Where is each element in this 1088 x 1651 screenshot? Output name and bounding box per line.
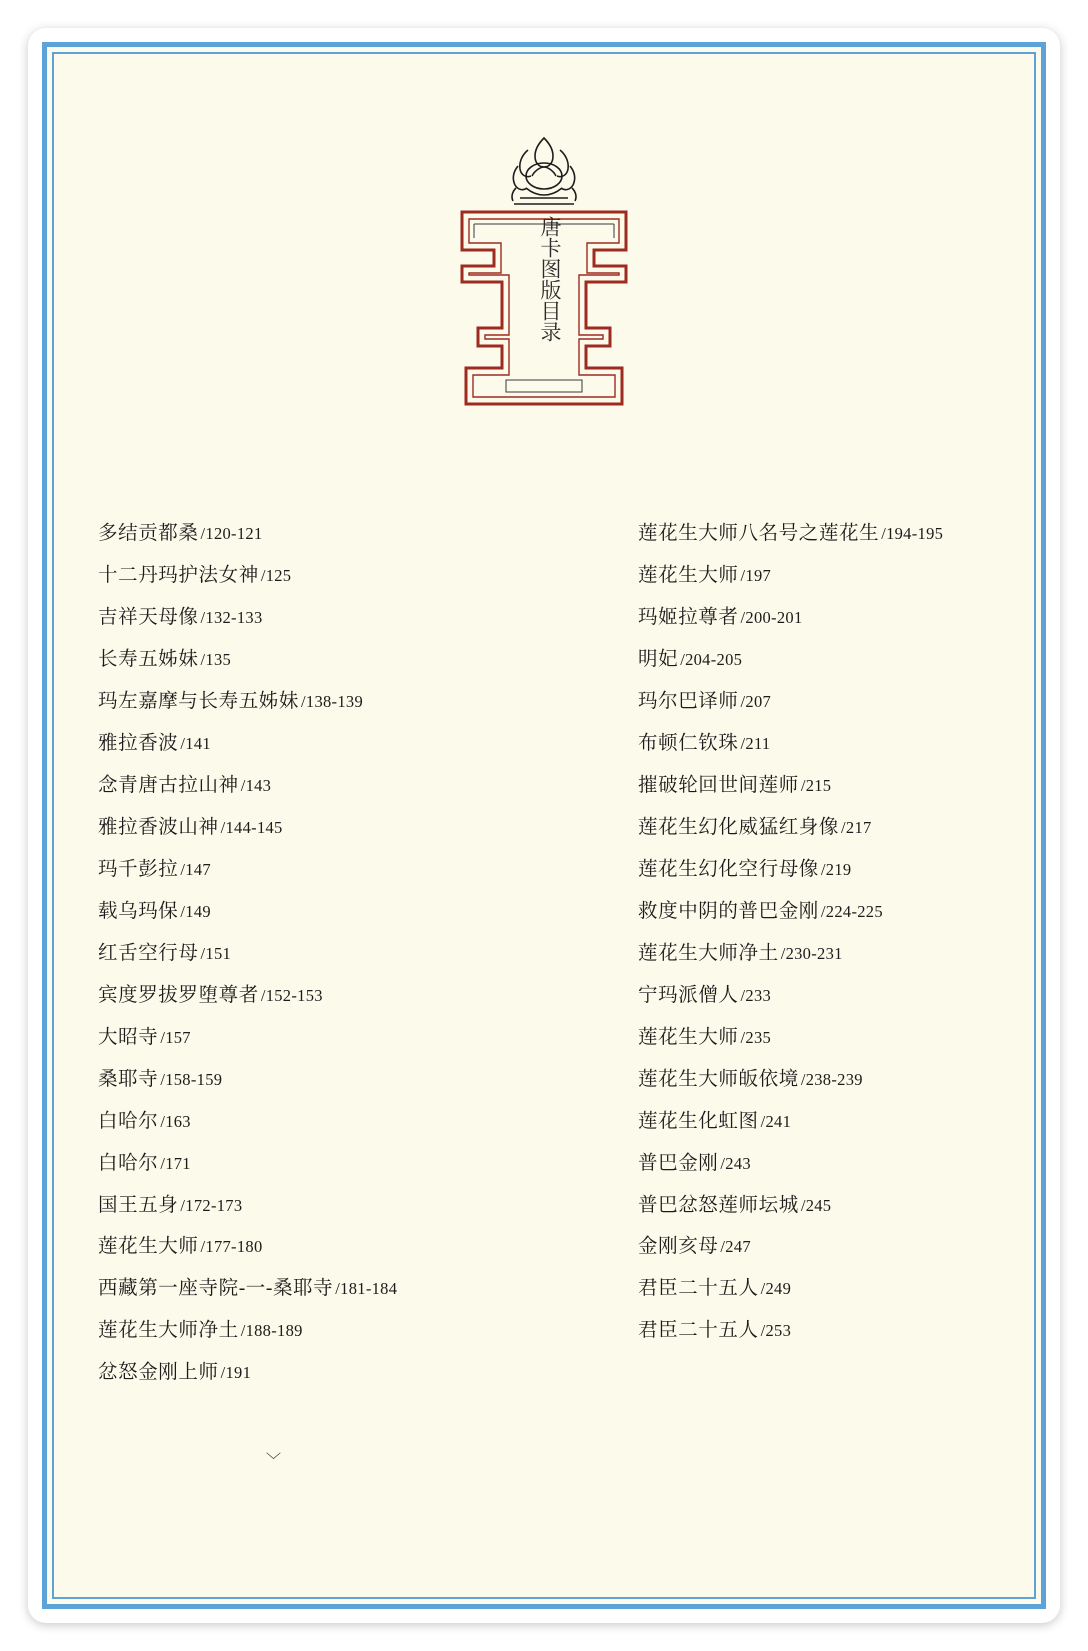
index-entry: [638, 818, 990, 838]
entry-pages: /230-231: [780, 943, 843, 963]
index-entry: [638, 1321, 990, 1341]
entry-pages: /149: [180, 901, 211, 921]
entry-pages: /245: [800, 1195, 832, 1215]
entry-pages: /243: [720, 1153, 751, 1173]
entry-title: 忿怒金刚上师: [98, 1362, 219, 1384]
entry-title: 玛姬拉尊者: [638, 606, 739, 628]
index-entry: [638, 860, 990, 880]
entry-pages: /249: [760, 1279, 792, 1299]
entry-pages: /224-225: [820, 901, 883, 921]
entry-title: 普巴忿怒莲师坛城: [638, 1194, 799, 1216]
entry-title: 长寿五姊妹: [98, 648, 199, 670]
index-entry: [98, 1363, 450, 1383]
entry-title: 白哈尔: [98, 1110, 159, 1132]
entry-pages: /200-201: [740, 607, 803, 627]
page-content: [54, 54, 1034, 1597]
index-entry: [98, 1196, 450, 1216]
index-entry: [638, 944, 990, 964]
entry-title: 红舌空行母: [98, 942, 199, 964]
entry-title: 宾度罗拔罗堕尊者: [98, 984, 259, 1006]
entry-pages: /157: [160, 1027, 191, 1047]
entry-pages: /194-195: [881, 524, 944, 543]
stray-mark: ﹀: [266, 1453, 282, 1469]
entry-pages: /158-159: [160, 1069, 223, 1089]
index-entry: [638, 692, 990, 712]
entry-pages: /191: [220, 1363, 252, 1383]
entry-pages: /120-121: [200, 524, 263, 543]
entry-pages: /144-145: [220, 817, 283, 837]
entry-title: 西藏第一座寺院-一-桑耶寺: [98, 1278, 334, 1300]
index-entry: [638, 566, 990, 586]
torana-emblem-icon: [444, 132, 644, 422]
entry-pages: /233: [740, 985, 772, 1005]
page-heading: 唐卡图版目录: [538, 216, 562, 342]
entry-pages: /235: [740, 1027, 772, 1047]
entry-title: 莲花生大师八名号之莲花生: [638, 523, 880, 544]
index-entry: [638, 608, 990, 628]
index-entry: [98, 986, 450, 1006]
entry-pages: /204-205: [680, 649, 743, 669]
index-entry: [98, 650, 450, 670]
entry-pages: /207: [740, 691, 772, 711]
entry-pages: /211: [740, 733, 771, 753]
index-entry: [638, 650, 990, 670]
index-entry: [98, 1028, 450, 1048]
entry-title: 玛左嘉摩与长寿五姊妹: [98, 690, 300, 712]
entry-title: 莲花生化虹图: [638, 1110, 759, 1132]
entry-title: 白哈尔: [98, 1152, 159, 1174]
entry-title: 玛千彭拉: [98, 858, 179, 880]
index-column-left: [98, 524, 450, 1405]
index-column-right: [638, 524, 990, 1405]
index-entry: [638, 1196, 990, 1216]
entry-title: 大昭寺: [98, 1026, 159, 1048]
entry-title: 君臣二十五人: [638, 1278, 759, 1300]
entry-pages: /181-184: [335, 1279, 398, 1299]
entry-pages: /151: [200, 943, 232, 963]
index-entry: [98, 566, 450, 586]
index-columns: [54, 524, 1034, 1405]
entry-title: 救度中阴的普巴金刚: [638, 900, 819, 922]
index-entry: [638, 1112, 990, 1132]
entry-pages: /143: [240, 775, 272, 795]
entry-pages: /188-189: [240, 1321, 303, 1341]
index-entry: [638, 1237, 990, 1257]
entry-pages: /215: [800, 775, 832, 795]
entry-pages: /163: [160, 1111, 191, 1131]
entry-title: 莲花生幻化空行母像: [638, 858, 819, 880]
entry-title: 宁玛派僧人: [638, 984, 739, 1006]
index-entry: [638, 734, 990, 754]
entry-pages: /171: [160, 1153, 191, 1173]
entry-title: 桑耶寺: [98, 1068, 159, 1090]
entry-title: 布顿仁钦珠: [638, 732, 739, 754]
index-entry: [98, 608, 450, 628]
index-entry: [98, 1279, 450, 1299]
entry-title: 莲花生大师净土: [638, 942, 779, 964]
index-entry: [638, 524, 990, 544]
index-entry: [638, 1154, 990, 1174]
entry-pages: /238-239: [800, 1069, 863, 1089]
entry-title: 雅拉香波山神: [98, 816, 219, 838]
entry-pages: /177-180: [200, 1237, 263, 1257]
entry-title: 多结贡都桑: [98, 523, 199, 544]
index-entry: [638, 902, 990, 922]
index-entry: [98, 1237, 450, 1257]
entry-pages: /172-173: [180, 1195, 243, 1215]
entry-title: 莲花生幻化威猛红身像: [638, 816, 840, 838]
index-entry: [638, 776, 990, 796]
entry-pages: /197: [740, 565, 772, 585]
entry-pages: /152-153: [260, 985, 323, 1005]
entry-pages: /247: [720, 1237, 751, 1257]
entry-pages: /241: [760, 1111, 792, 1131]
entry-title: 明妃: [638, 648, 679, 670]
entry-title: 莲花生大师皈依境: [638, 1068, 799, 1090]
index-entry: [638, 1279, 990, 1299]
outer-border: [42, 42, 1046, 1609]
inner-border: [52, 52, 1036, 1599]
index-entry: [98, 692, 450, 712]
entry-pages: /219: [820, 859, 852, 879]
emblem-container: [54, 132, 1034, 422]
entry-title: 莲花生大师净土: [98, 1320, 239, 1342]
entry-pages: /132-133: [200, 607, 263, 627]
entry-pages: /135: [200, 649, 232, 669]
entry-title: 普巴金刚: [638, 1152, 719, 1174]
entry-pages: /141: [180, 733, 211, 753]
index-entry: [98, 1112, 450, 1132]
entry-pages: /138-139: [301, 691, 363, 711]
entry-title: 吉祥天母像: [98, 606, 199, 628]
entry-pages: /125: [260, 565, 292, 585]
entry-title: 君臣二十五人: [638, 1320, 759, 1342]
entry-title: 莲花生大师: [638, 1026, 739, 1048]
index-entry: [98, 902, 450, 922]
entry-title: 雅拉香波: [98, 732, 179, 754]
index-entry: [98, 1154, 450, 1174]
entry-title: 十二丹玛护法女神: [98, 564, 259, 586]
index-entry: [98, 818, 450, 838]
entry-pages: /253: [760, 1321, 792, 1341]
paper-card: [28, 28, 1060, 1623]
index-entry: [638, 986, 990, 1006]
index-entry: [98, 524, 450, 544]
entry-title: 金刚亥母: [638, 1236, 719, 1258]
index-entry: [98, 1321, 450, 1341]
index-entry: [638, 1028, 990, 1048]
index-entry: [98, 860, 450, 880]
entry-pages: /217: [841, 817, 872, 837]
index-entry: [98, 776, 450, 796]
entry-title: 念青唐古拉山神: [98, 774, 239, 796]
entry-title: 国王五身: [98, 1194, 179, 1216]
entry-title: 玛尔巴译师: [638, 690, 739, 712]
entry-title: 莲花生大师: [638, 564, 739, 586]
entry-title: 莲花生大师: [98, 1236, 199, 1258]
entry-title: 载乌玛保: [98, 900, 179, 922]
entry-title: 摧破轮回世间莲师: [638, 774, 799, 796]
index-entry: [98, 734, 450, 754]
index-entry: [98, 944, 450, 964]
index-entry: [98, 1070, 450, 1090]
index-entry: [638, 1070, 990, 1090]
entry-pages: /147: [180, 859, 211, 879]
